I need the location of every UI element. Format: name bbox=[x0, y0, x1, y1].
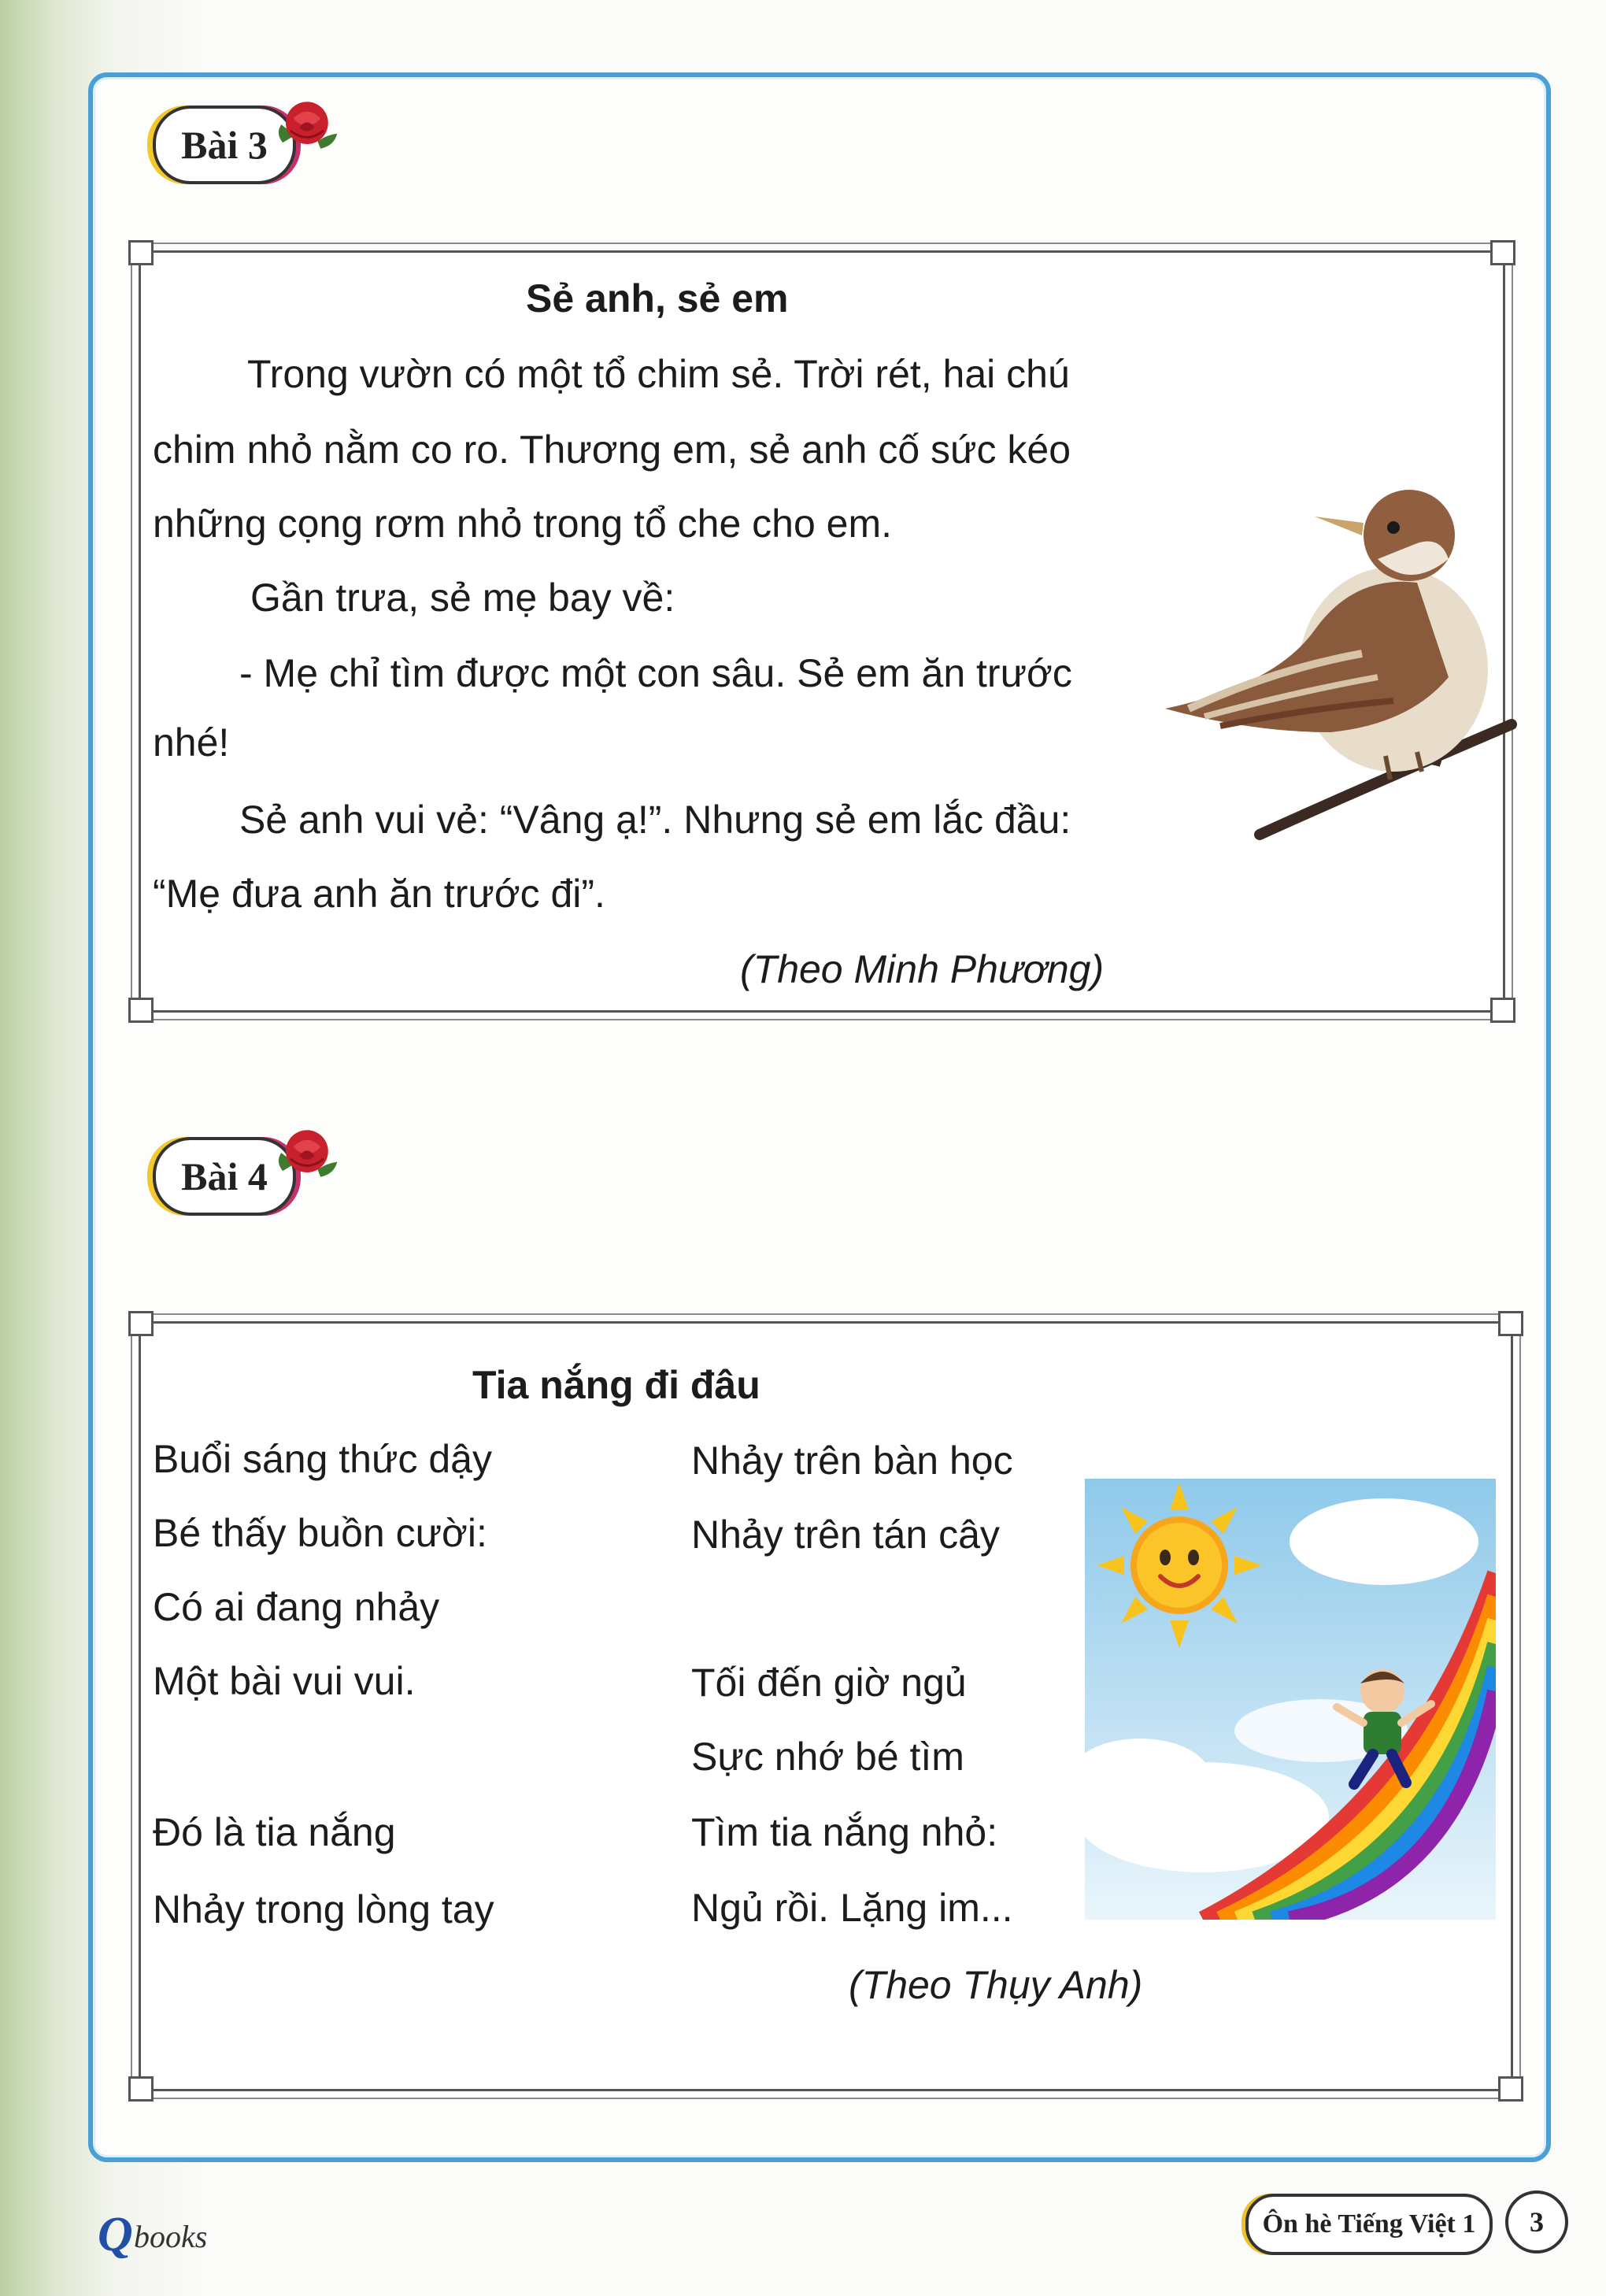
svg-text:Q: Q bbox=[98, 2208, 133, 2261]
box-corner bbox=[1498, 2076, 1523, 2102]
book-title-badge bbox=[1245, 2194, 1493, 2255]
poem-line-right: Tối đến giờ ngủ bbox=[691, 1661, 967, 1705]
sun-rainbow-illustration bbox=[1085, 1479, 1496, 1920]
poem-line-right: Nhảy trên bàn học bbox=[691, 1439, 1013, 1483]
box-corner bbox=[128, 2076, 154, 2102]
box-corner bbox=[128, 1311, 154, 1336]
poem-line-right: Tìm tia nắng nhỏ: bbox=[691, 1810, 998, 1854]
poem-source: (Theo Thụy Anh) bbox=[849, 1963, 1143, 2007]
exercise-3-tag-label: Bài 3 bbox=[181, 123, 268, 167]
box-corner bbox=[1498, 1311, 1523, 1336]
page-number bbox=[1505, 2190, 1568, 2253]
poem-line-right: Sực nhớ bé tìm bbox=[691, 1735, 964, 1779]
story-line: Trong vườn có một tổ chim sẻ. Trời rét, hai chú bbox=[247, 352, 1070, 396]
box-corner bbox=[1490, 998, 1515, 1023]
poem-line-left: Có ai đang nhảy bbox=[153, 1585, 440, 1629]
qbooks-logo bbox=[93, 2195, 235, 2266]
poem-line-left: Đó là tia nắng bbox=[153, 1810, 396, 1854]
story-line: những cọng rơm nhỏ trong tổ che cho em. bbox=[153, 502, 893, 546]
exercise-4-tag-label: Bài 4 bbox=[181, 1154, 268, 1198]
rose-icon bbox=[268, 88, 343, 164]
svg-text:books: books bbox=[134, 2219, 208, 2254]
story-line: Gần trưa, sẻ mẹ bay về: bbox=[250, 576, 675, 620]
story-line: Sẻ anh vui vẻ: “Vâng ạ!”. Nhưng sẻ em lắc đầu: bbox=[239, 798, 1071, 842]
page-number-label: 3 bbox=[1530, 2206, 1544, 2238]
poem-line-left: Nhảy trong lòng tay bbox=[153, 1887, 494, 1931]
box-corner bbox=[128, 240, 154, 265]
story-line: nhé! bbox=[153, 720, 230, 765]
story-title: Sẻ anh, sẻ em bbox=[526, 276, 789, 320]
poem-line-right: Nhảy trên tán cây bbox=[691, 1513, 1000, 1557]
poem-line-right: Ngủ rồi. Lặng im... bbox=[691, 1886, 1013, 1930]
box-corner bbox=[128, 998, 154, 1023]
story-source: (Theo Minh Phương) bbox=[740, 947, 1105, 991]
poem-line-left: Bé thấy buồn cười: bbox=[153, 1511, 487, 1555]
story-line: chim nhỏ nằm co ro. Thương em, sẻ anh cố sức kéo bbox=[153, 428, 1071, 472]
poem-line-left: Một bài vui vui. bbox=[153, 1659, 416, 1703]
book-title: Ôn hè Tiếng Việt 1 bbox=[1262, 2209, 1476, 2239]
story-line: - Mẹ chỉ tìm được một con sâu. Sẻ em ăn trước bbox=[239, 651, 1072, 695]
story-line: “Mẹ đưa anh ăn trước đi”. bbox=[153, 872, 605, 916]
sparrow-illustration bbox=[1157, 472, 1519, 842]
poem-line-left: Buổi sáng thức dậy bbox=[153, 1437, 492, 1481]
box-corner bbox=[1490, 240, 1515, 265]
poem-title: Tia nắng đi đâu bbox=[472, 1363, 760, 1407]
rose-icon bbox=[268, 1117, 343, 1192]
